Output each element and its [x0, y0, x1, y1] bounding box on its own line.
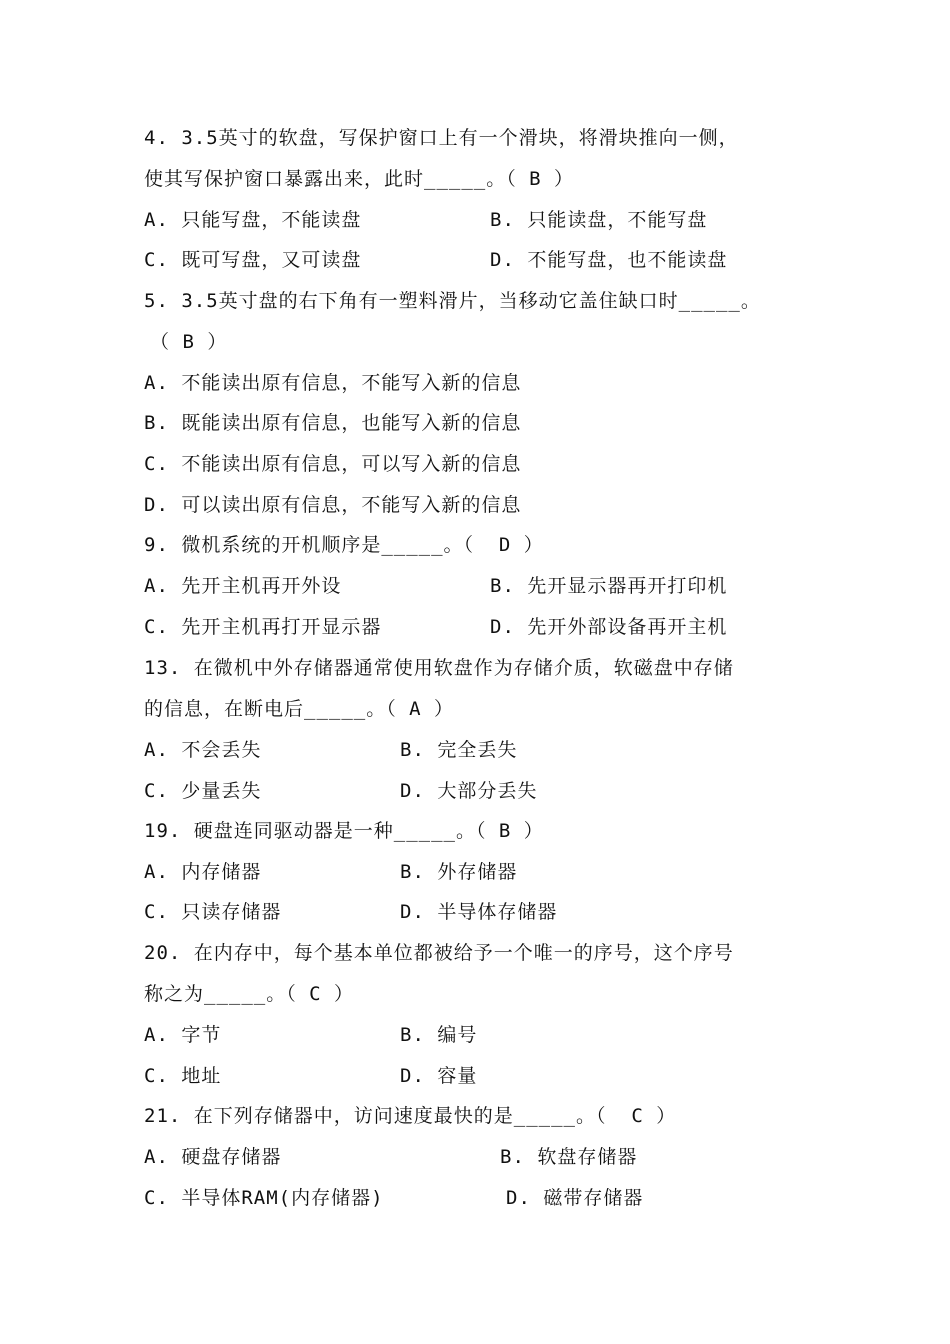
q21-option-b: B. 软盘存储器	[500, 1146, 638, 1168]
q5-stem-line-2: （ B ）	[150, 331, 228, 353]
q20-stem-line-2: 称之为_____。（ C ）	[144, 983, 355, 1005]
q4-stem-line-2: 使其写保护窗口暴露出来，此时_____。（ B ）	[144, 168, 575, 190]
q13-option-b: B. 完全丢失	[400, 739, 518, 761]
q21-option-d: D. 磁带存储器	[506, 1187, 644, 1209]
q13-stem-line-1: 13. 在微机中外存储器通常使用软盘作为存储介质，软磁盘中存储	[144, 657, 734, 679]
q21-option-a: A. 硬盘存储器	[144, 1146, 282, 1168]
q4-option-b: B. 只能读盘，不能写盘	[490, 209, 708, 231]
q9-option-c: C. 先开主机再打开显示器	[144, 616, 382, 638]
q19-option-c: C. 只读存储器	[144, 901, 282, 923]
q20-stem-line-1: 20. 在内存中，每个基本单位都被给予一个唯一的序号，这个序号	[144, 942, 734, 964]
q9-option-d: D. 先开外部设备再开主机	[490, 616, 728, 638]
q5-stem-line-1: 5. 3.5英寸盘的右下角有一塑料滑片，当移动它盖住缺口时_____。	[144, 290, 761, 312]
q19-option-a: A. 内存储器	[144, 861, 262, 883]
q5-option-a: A. 不能读出原有信息，不能写入新的信息	[144, 372, 522, 394]
q4-option-a: A. 只能写盘，不能读盘	[144, 209, 362, 231]
q20-option-c: C. 地址	[144, 1065, 222, 1087]
q20-option-d: D. 容量	[400, 1065, 478, 1087]
q13-option-a: A. 不会丢失	[144, 739, 262, 761]
q13-option-c: C. 少量丢失	[144, 780, 262, 802]
q5-option-c: C. 不能读出原有信息，可以写入新的信息	[144, 453, 522, 475]
q13-option-d: D. 大部分丢失	[400, 780, 538, 802]
q21-stem-line-1: 21. 在下列存储器中，访问速度最快的是_____。（ C ）	[144, 1105, 677, 1127]
q19-stem-line-1: 19. 硬盘连同驱动器是一种_____。（ B ）	[144, 820, 544, 842]
q9-option-b: B. 先开显示器再开打印机	[490, 575, 728, 597]
q5-option-d: D. 可以读出原有信息，不能写入新的信息	[144, 494, 522, 516]
q4-stem-line-1: 4. 3.5英寸的软盘，写保护窗口上有一个滑块，将滑块推向一侧，	[144, 127, 739, 149]
q13-stem-line-2: 的信息，在断电后_____。（ A ）	[144, 698, 455, 720]
q21-option-c: C. 半导体RAM(内存储器)	[144, 1187, 384, 1209]
q20-option-a: A. 字节	[144, 1024, 222, 1046]
q4-option-c: C. 既可写盘，又可读盘	[144, 249, 362, 271]
q19-option-b: B. 外存储器	[400, 861, 518, 883]
q5-option-b: B. 既能读出原有信息，也能写入新的信息	[144, 412, 522, 434]
q9-option-a: A. 先开主机再开外设	[144, 575, 342, 597]
q9-stem-line-1: 9. 微机系统的开机顺序是_____。（ D ）	[144, 534, 544, 556]
q4-option-d: D. 不能写盘，也不能读盘	[490, 249, 728, 271]
q19-option-d: D. 半导体存储器	[400, 901, 558, 923]
q20-option-b: B. 编号	[400, 1024, 478, 1046]
